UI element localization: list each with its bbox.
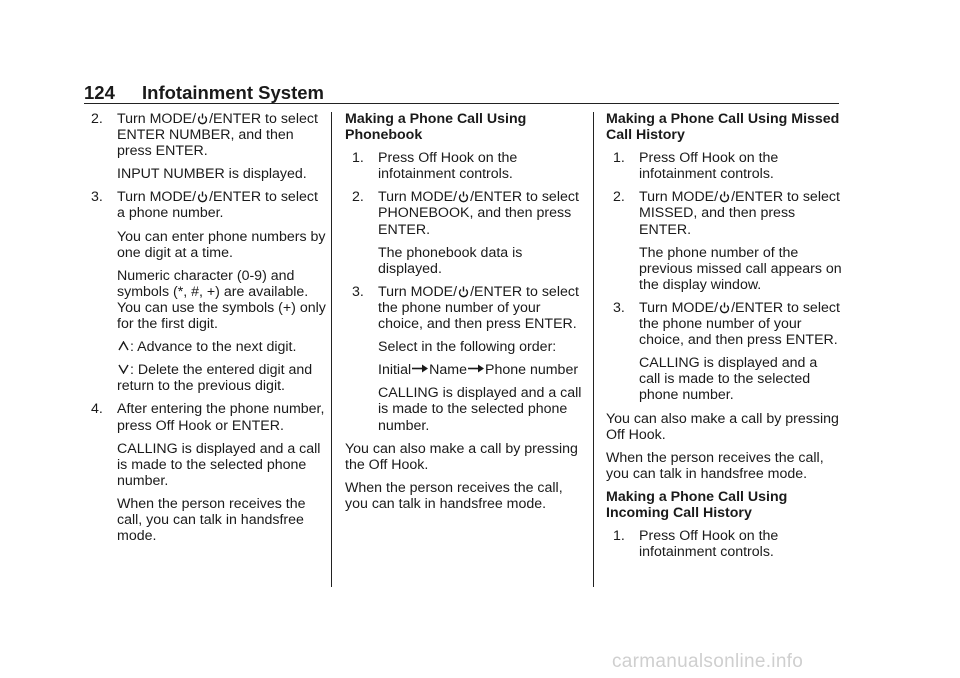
paragraph: The phonebook data is displayed.	[378, 244, 523, 277]
paragraph: You can enter phone numbers by one digit at a time.	[117, 228, 326, 261]
column-divider-2	[593, 112, 594, 587]
right-arrow-icon	[468, 364, 484, 373]
power-knob-icon	[458, 191, 469, 203]
column-2	[345, 111, 583, 519]
step-3	[345, 284, 583, 332]
paragraph: CALLING is displayed and a call is made to the selected phone number.	[378, 385, 582, 434]
section-heading: Making a Phone Call Using Missed Call History	[606, 111, 840, 144]
step-3	[606, 300, 842, 348]
power-knob-icon	[458, 286, 469, 298]
step-text-cont: /ENTER to select the phone number of your choice, and then press ENTER.	[639, 299, 840, 349]
paragraph: When the person receives the call, you can talk in handsfree mode.	[117, 495, 306, 545]
step-1	[345, 150, 583, 182]
step-2	[606, 189, 842, 237]
step-1	[606, 150, 842, 182]
paragraph: The phone number of the previous missed call appears on the display window.	[639, 244, 842, 293]
step-2	[84, 111, 326, 159]
step-text: Turn MODE/	[639, 299, 719, 316]
advance-text: : Advance to the next digit.	[130, 339, 297, 356]
step-text-cont: /ENTER to select a phone number.	[117, 189, 318, 222]
paragraph-advance	[84, 339, 326, 355]
page-header	[84, 82, 324, 104]
order-name: Name	[429, 362, 467, 379]
step-number: 2.	[613, 189, 625, 206]
step-text: Press Off Hook on the infotainment controls.	[639, 528, 779, 561]
step-text-cont: /ENTER to select ENTER NUMBER, and then press ENTER.	[117, 111, 318, 160]
section-title: Infotainment System	[142, 82, 324, 103]
paragraph: When the person receives the call, you can talk in handsfree mode.	[345, 479, 563, 512]
step-number: 4.	[91, 401, 103, 418]
step-text: Turn MODE/	[117, 189, 197, 206]
watermark: carmanualsonline.info	[612, 651, 804, 672]
column-1	[84, 111, 326, 551]
step-text: Turn MODE/	[639, 189, 719, 206]
step-number: 1.	[352, 150, 364, 167]
step-text: After entering the phone number, press Off Hook or ENTER.	[117, 401, 325, 434]
chevron-down-icon	[118, 364, 129, 374]
step-number: 1.	[613, 528, 625, 545]
step-2	[345, 189, 583, 237]
step-number: 2.	[352, 189, 364, 206]
order-sequence	[345, 362, 583, 378]
step-number: 3.	[352, 283, 364, 300]
step-text-cont: /ENTER to select the phone number of your choice, and then press ENTER.	[378, 283, 579, 333]
step-text-cont: /ENTER to select PHONEBOOK, and then press ENTER.	[378, 189, 579, 238]
step-number: 2.	[91, 111, 103, 127]
order-phone-number: Phone number	[484, 362, 579, 379]
power-knob-icon	[719, 191, 730, 203]
paragraph: When the person receives the call, you can talk in handsfree mode.	[606, 449, 824, 482]
step-4	[84, 401, 326, 433]
paragraph: You can also make a call by pressing the Off Hook.	[345, 440, 578, 473]
step-text: Turn MODE/	[117, 111, 197, 127]
section-heading-2: Making a Phone Call Using Incoming Call History	[606, 488, 788, 521]
right-arrow-icon	[412, 364, 428, 373]
paragraph: You can also make a call by pressing Off Hook.	[606, 410, 839, 443]
step-text: Press Off Hook on the infotainment controls.	[639, 150, 779, 183]
paragraph: INPUT NUMBER is displayed.	[117, 166, 307, 183]
step-text: Turn MODE/	[378, 283, 458, 300]
delete-text: : Delete the entered digit and return to the previous digit.	[117, 362, 313, 395]
step-text: Turn MODE/	[378, 189, 458, 206]
step-3	[84, 189, 326, 221]
step-number: 3.	[613, 299, 625, 316]
paragraph: Select in the following order:	[378, 339, 557, 356]
chevron-up-icon	[118, 341, 129, 351]
step-text-cont: /ENTER to select MISSED, and then press ENTER.	[639, 189, 840, 238]
paragraph: CALLING is displayed and a call is made to the selected phone number.	[639, 355, 818, 404]
section-heading: Making a Phone Call Using Phonebook	[345, 111, 527, 144]
power-knob-icon	[197, 113, 208, 125]
step-1-incoming	[606, 528, 842, 560]
column-divider-1	[331, 112, 332, 587]
paragraph-delete	[84, 362, 326, 394]
step-number: 1.	[613, 150, 625, 167]
step-number: 3.	[91, 189, 103, 206]
paragraph: Numeric character (0-9) and symbols (*, #, +) are available. You can use the symbols (+) only for the first digit.	[117, 267, 326, 333]
header-rule	[84, 103, 839, 104]
order-initial: Initial	[378, 362, 412, 379]
step-text: Press Off Hook on the infotainment controls.	[378, 150, 518, 183]
page-number: 124	[84, 82, 115, 103]
power-knob-icon	[197, 191, 208, 203]
power-knob-icon	[719, 302, 730, 314]
column-3	[606, 111, 842, 567]
paragraph: CALLING is displayed and a call is made to the selected phone number.	[117, 440, 321, 489]
